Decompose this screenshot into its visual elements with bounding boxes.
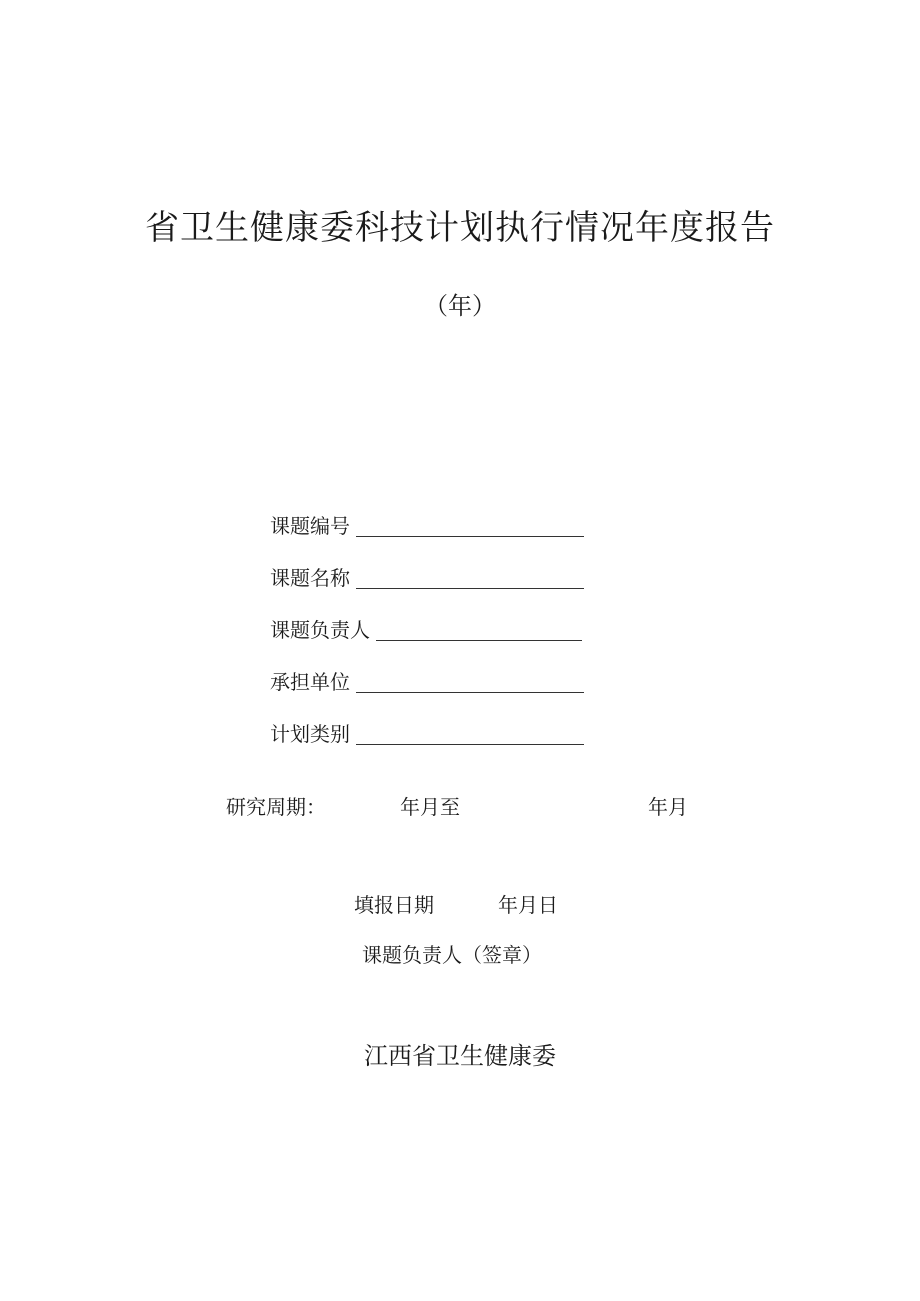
field-label: 计划类别 — [270, 722, 350, 746]
plan-category-blank[interactable] — [356, 720, 584, 745]
research-period — [0, 792, 920, 822]
field-project-leader — [270, 592, 584, 644]
signature-line: 课题负责人（签章） — [362, 943, 542, 967]
period-label: 研究周期： — [226, 795, 326, 819]
page-title: 省卫生健康委科技计划执行情况年度报告 — [145, 208, 775, 248]
field-plan-category — [270, 696, 584, 748]
field-label: 课题负责人 — [270, 618, 370, 642]
field-label: 承担单位 — [270, 670, 350, 694]
field-project-name — [270, 540, 584, 592]
year-label: （年） — [424, 292, 496, 320]
fill-date-label: 填报日期 — [354, 893, 434, 917]
field-project-number — [270, 488, 584, 540]
field-undertaking-unit — [270, 644, 584, 696]
fill-date — [0, 890, 920, 920]
fill-date-value: 年月日 — [498, 893, 558, 917]
info-fields — [270, 488, 584, 748]
period-start: 年月至 — [400, 795, 460, 819]
project-number-blank[interactable] — [356, 512, 584, 537]
project-leader-blank[interactable] — [376, 616, 582, 641]
field-label: 课题编号 — [270, 514, 350, 538]
period-end: 年月 — [648, 795, 688, 819]
undertaking-unit-blank[interactable] — [356, 668, 584, 693]
field-label: 课题名称 — [270, 566, 350, 590]
organization-name: 江西省卫生健康委 — [364, 1042, 556, 1070]
project-name-blank[interactable] — [356, 564, 584, 589]
